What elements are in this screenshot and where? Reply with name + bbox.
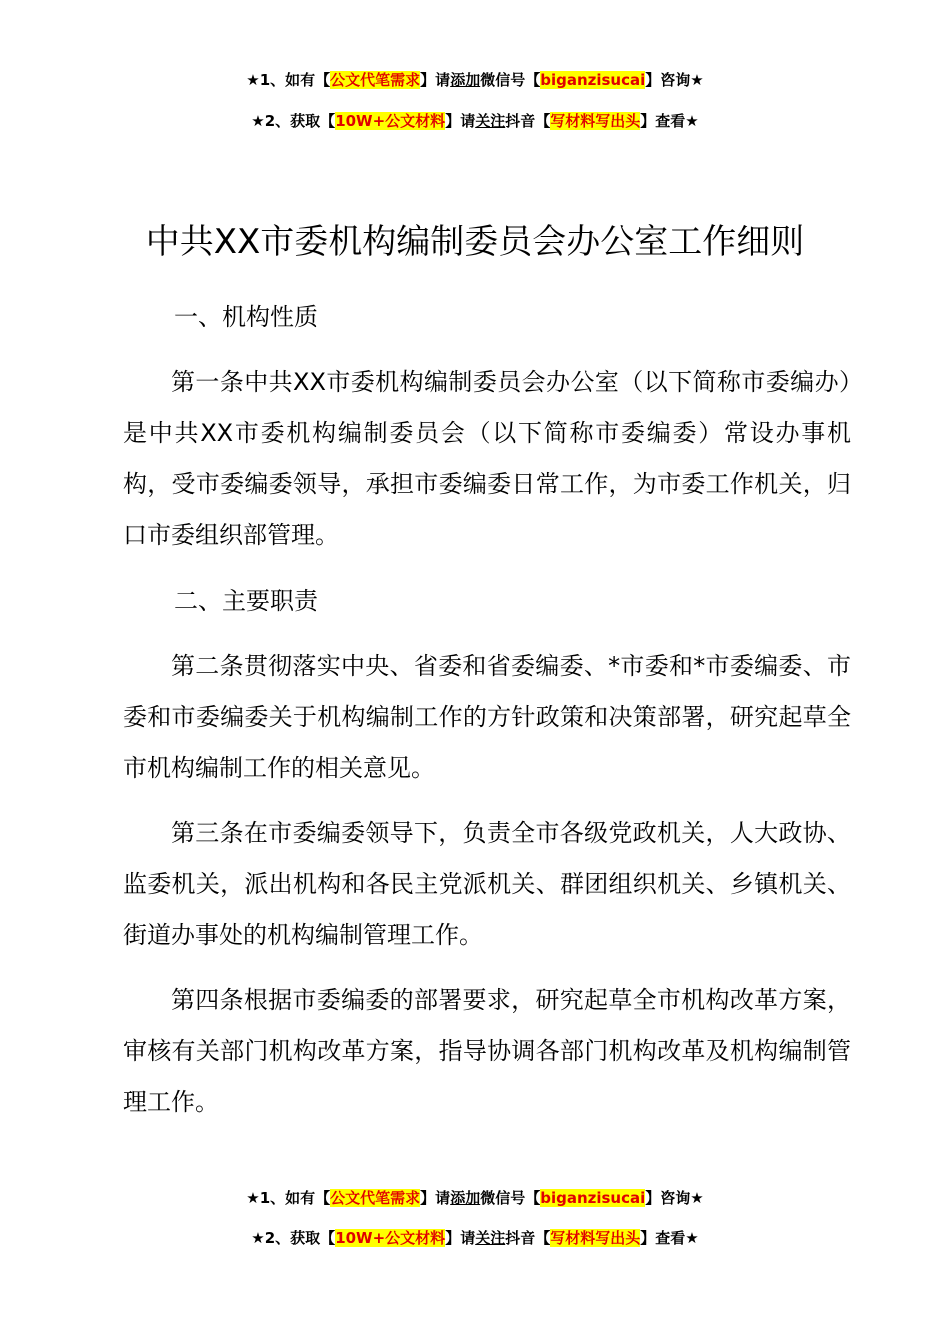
promo-text: 微信号【 — [480, 71, 541, 89]
article-1: 第一条中共XX市委机构编制委员会办公室（以下简称市委编办）是中共XX市委机构编制委员会（以下简称市委编委）常设办事机构，受市委编委领导，承担市委编委日常工作，为市委工作机关，归口市委组织部管理。 — [123, 368, 851, 549]
promo-text: 微信号【 — [480, 1189, 541, 1207]
article-3: 第三条在市委编委领导下，负责全市各级党政机关，人大政协、监委机关，派出机构和各民主党派机关、群团组织机关、乡镇机关、街道办事处的机构编制管理工作。 — [123, 819, 851, 949]
promo-underline: 关注 — [475, 1229, 506, 1247]
promo-text: 】咨询★ — [645, 1189, 704, 1207]
promo-highlight: 10W+公文材料 — [335, 1229, 446, 1247]
promo-highlight: 公文代笔需求 — [330, 1189, 421, 1207]
promo-line-top-2 — [0, 110, 950, 132]
promo-highlight-douyin: 写材料写出头 — [550, 112, 641, 130]
promo-text: ★1、如有【 — [246, 71, 331, 89]
promo-text: 抖音【 — [505, 1229, 551, 1247]
promo-text: ★1、如有【 — [246, 1189, 331, 1207]
promo-highlight-wechat-id: biganzisucai — [540, 71, 646, 89]
promo-text: 】请 — [445, 1229, 476, 1247]
promo-highlight: 公文代笔需求 — [330, 71, 421, 89]
article-4: 第四条根据市委编委的部署要求，研究起草全市机构改革方案，审核有关部门机构改革方案，指导协调各部门机构改革及机构编制管理工作。 — [123, 986, 851, 1116]
promo-text: 抖音【 — [505, 112, 551, 130]
document-title: 中共XX市委机构编制委员会办公室工作细则 — [145, 222, 805, 262]
promo-highlight: 10W+公文材料 — [335, 112, 446, 130]
promo-text: 】请 — [420, 71, 451, 89]
promo-underline: 添加 — [450, 71, 481, 89]
promo-text: ★2、获取【 — [251, 112, 336, 130]
promo-text: 】查看★ — [640, 1229, 699, 1247]
promo-highlight-wechat-id: biganzisucai — [540, 1189, 646, 1207]
section-heading-1: 一、机构性质 — [174, 303, 318, 331]
promo-line-bottom-1 — [0, 1187, 950, 1209]
article-2: 第二条贯彻落实中央、省委和省委编委、*市委和*市委编委、市委和市委编委关于机构编制工作的方针政策和决策部署，研究起草全市机构编制工作的相关意见。 — [123, 652, 851, 782]
promo-highlight-douyin: 写材料写出头 — [550, 1229, 641, 1247]
promo-text: 】请 — [445, 112, 476, 130]
promo-underline: 关注 — [475, 112, 506, 130]
promo-text: ★2、获取【 — [251, 1229, 336, 1247]
promo-text: 】咨询★ — [645, 71, 704, 89]
promo-underline: 添加 — [450, 1189, 481, 1207]
promo-text: 】请 — [420, 1189, 451, 1207]
section-heading-2: 二、主要职责 — [174, 587, 318, 615]
promo-text: 】查看★ — [640, 112, 699, 130]
promo-line-bottom-2 — [0, 1227, 950, 1249]
promo-line-top-1 — [0, 69, 950, 91]
